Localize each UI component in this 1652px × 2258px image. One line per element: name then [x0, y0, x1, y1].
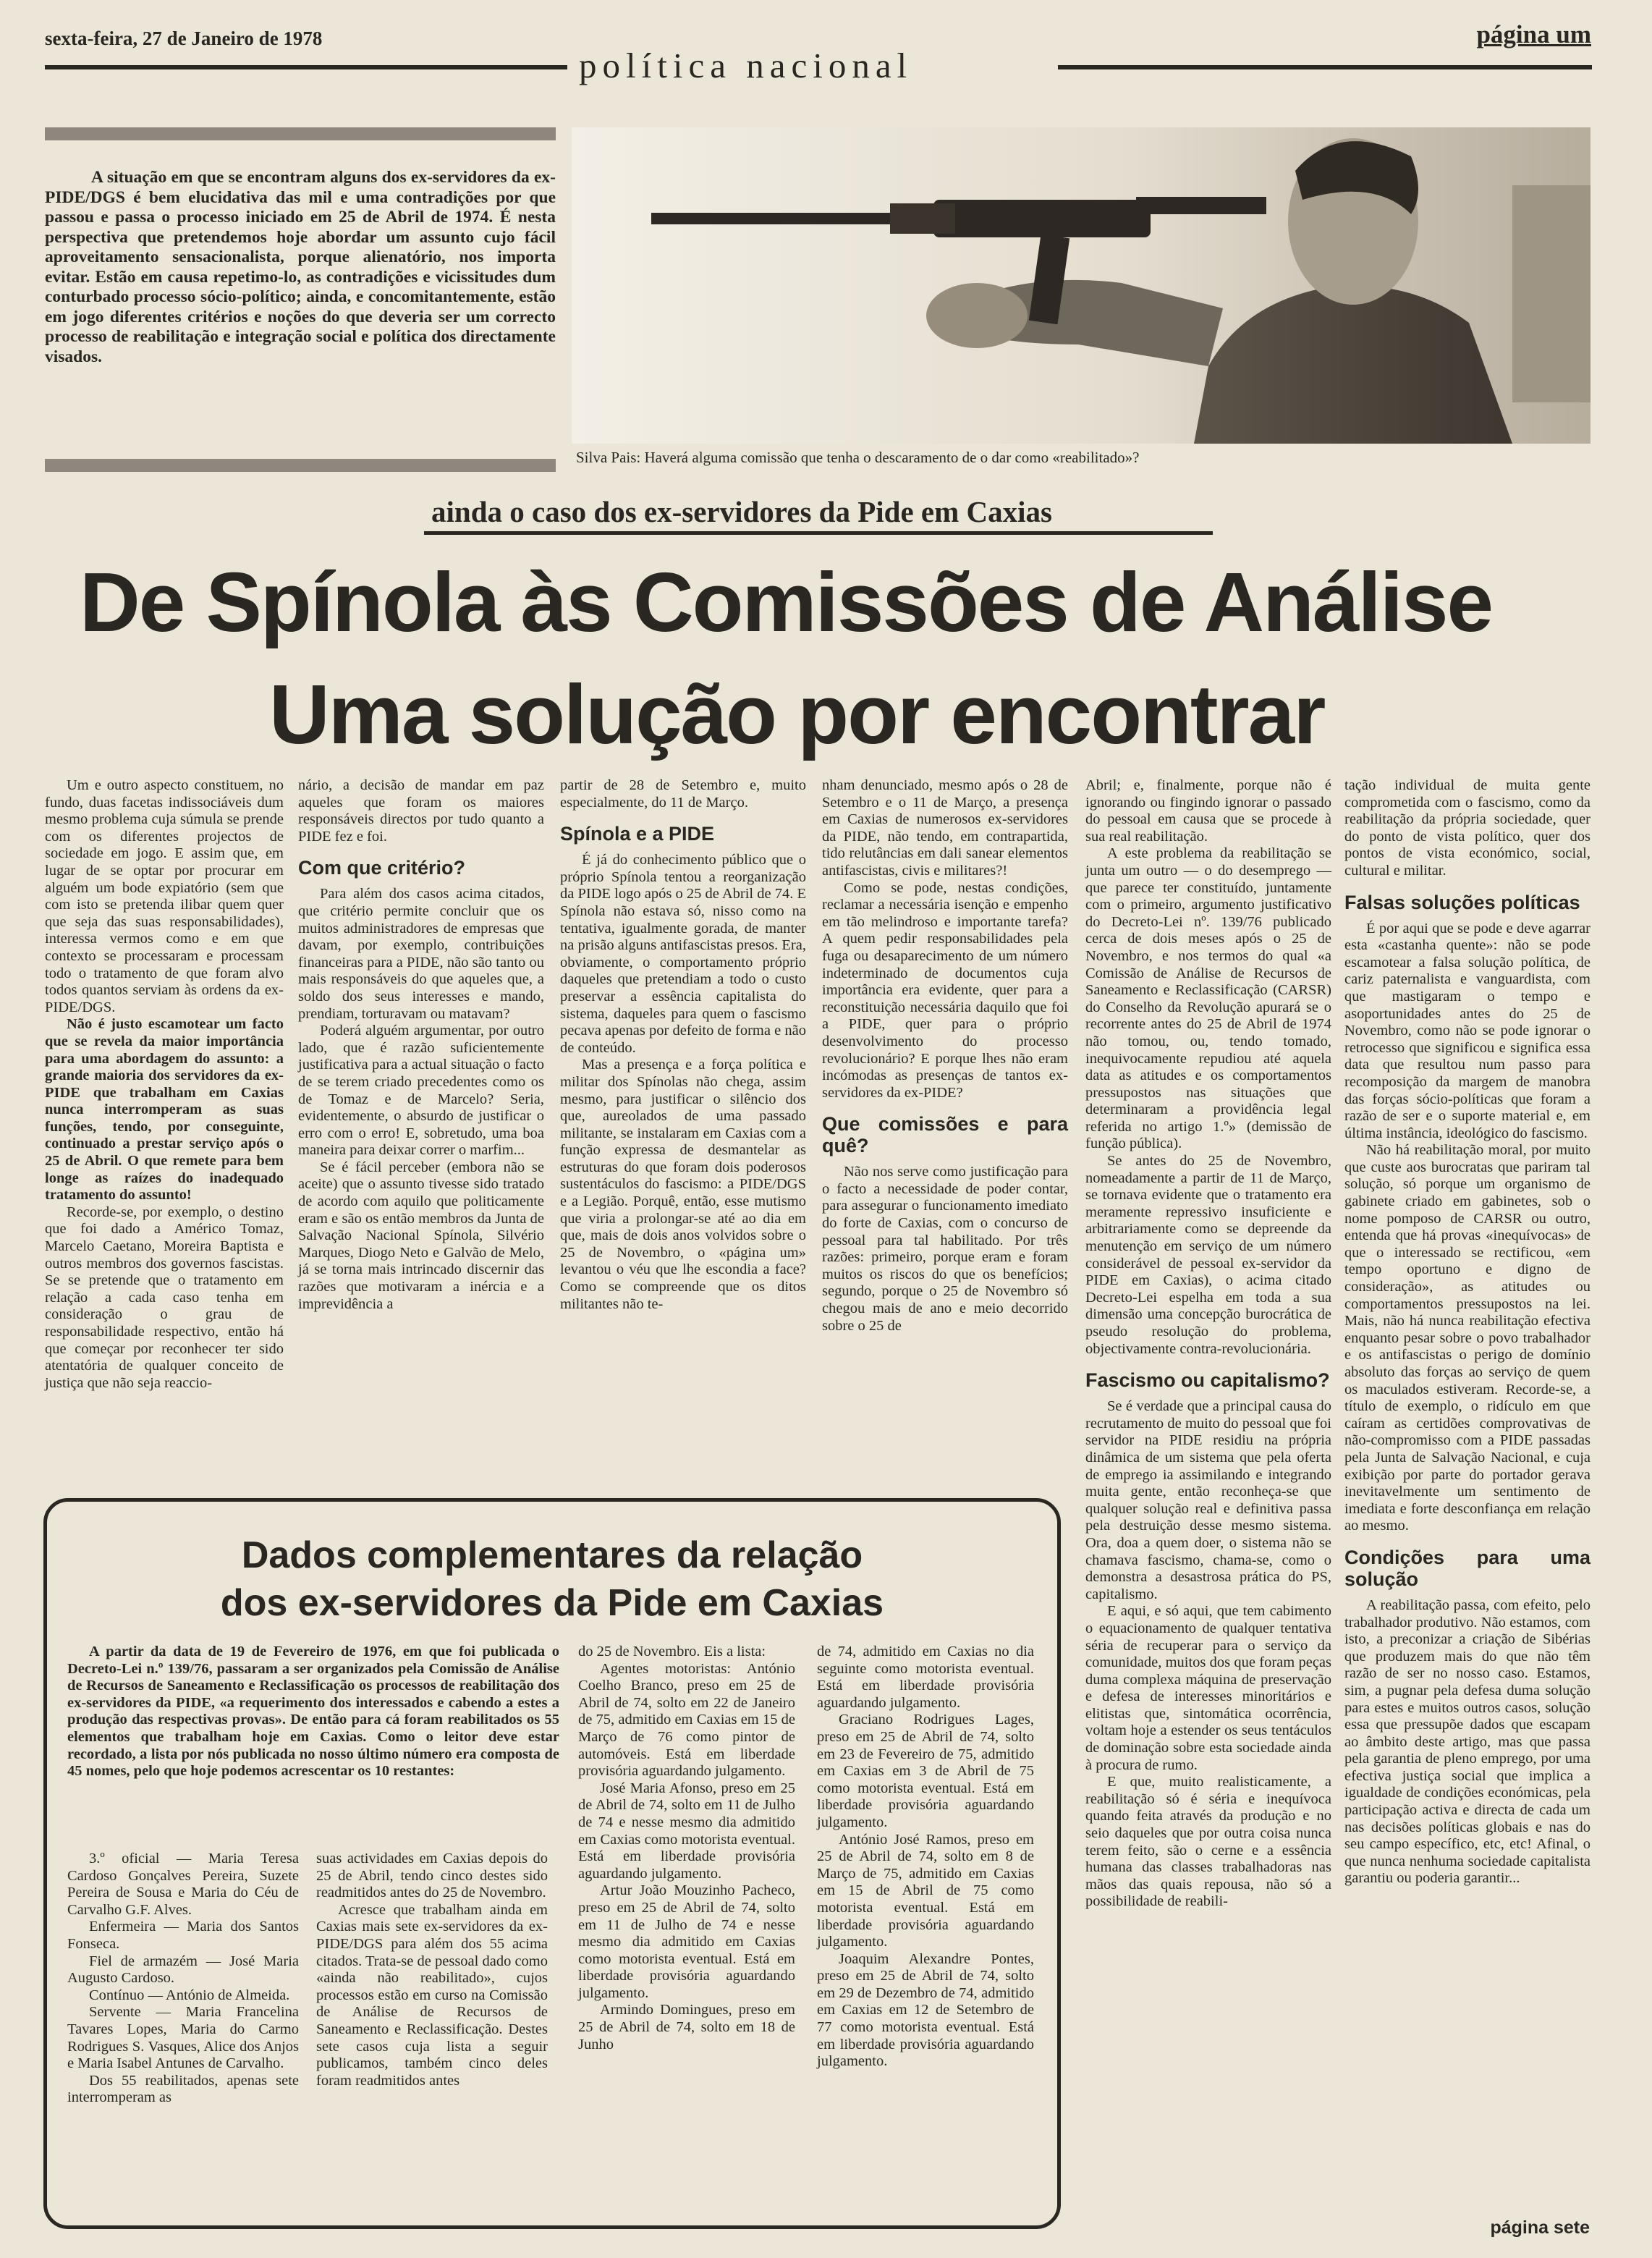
- box-column-2: [316, 1851, 548, 2089]
- column-5: [1085, 777, 1331, 1911]
- column-2: [298, 777, 544, 1313]
- paragraph: Se é verdade que a principal causa do recrutamento de muito do pessoal que foi servidor na PIDE residiu na própria dinâmica de um sistema que pela oferta de emprego ia assimilando e integrando muita gente, então reconheça-se que qualquer solução real e definitiva passa pela destruição desse mesmo sistema. Ora, doa a quem doer, o sistema não se chamava fascismo, chama-se, como o demonstra a desastrosa prática do PS, capitalismo.: [1085, 1398, 1331, 1602]
- paragraph: nham denunciado, mesmo após o 28 de Setembro e o 11 de Março, a presença em Caxias de numerosos ex-servidores da PIDE, não tendo, em contrapartida, tido relutâncias em dali sanear elementos antifascistas, civis e militares?!: [822, 777, 1068, 879]
- box-title-2: dos ex-servidores da Pide em Caxias: [220, 1582, 884, 1624]
- header-rule-right: [1058, 65, 1592, 69]
- photo-caption: Silva Pais: Haverá alguma comissão que tenha o descaramento de o dar como «reabilitado»?: [576, 449, 1140, 466]
- paragraph: Não nos serve como justificação para o facto a necessidade de poder contar, para assegurar o funcionamento imediato do forte de Caxias, com o concurso de pessoal para tal habilitado. Por três razões: primeiro, porque eram e foram muitos os riscos do que os benefícios; segundo, porque o 25 de Novembro só chegou mais de ano e meio decorrido sobre o 25 de: [822, 1164, 1068, 1334]
- paragraph: Mas a presença e a força política e militar dos Spínolas não chega, assim mesmo, para justificar o silêncio dos que, aureolados de uma passado militante, se instalaram em Caxias com a função expressa de desmantelar as estruturas do que foram dois poderosos sustentáculos do fascismo: a PIDE/DGS e a Legião. Porquê, então, esse mutismo que viria a prolongar-se até ao dia em que, mais de dois anos volvidos sobre o 25 de Novembro, o «página um» levantou o véu que lhe escondia a face? Como se compreende que os ditos militantes não te-: [560, 1057, 806, 1312]
- column-6: [1344, 777, 1590, 1887]
- box-title-1: Dados complementares da relação: [241, 1534, 863, 1576]
- paragraph: Armindo Domingues, preso em 25 de Abril de 74, solto em 18 de Junho: [578, 2002, 795, 2052]
- subhead: Falsas soluções políticas: [1344, 891, 1580, 913]
- paragraph: nário, a decisão de mandar em paz aqueles que foram os maiores responsáveis directos por tudo quanto a PIDE fez e foi.: [298, 777, 544, 845]
- subhead: Spínola e a PIDE: [560, 823, 715, 845]
- paragraph: Para além dos casos acima citados, que critério permite concluir que os muitos administradores de empresas que davam, por exemplo, contribuições financeiras para a PIDE, não são tanto ou mais responsáveis do que aqueles que, a soldo dos seus interesses e mando, prendiam, torturavam ou matavam?: [298, 886, 544, 1022]
- paragraph: Um e outro aspecto constituem, no fundo, duas facetas indissociáveis dum mesmo problema cuja súmula se prende com os diferentes projectos de sociedade em jogo. E assim que, em lugar de se optar por procurar em alguém um bode expiatório (sem que com isto se pretenda ilibar quem quer que seja das suas responsabilidades), interessa vermos como e em que contexto se processaram e processam todo o tratamento de que foram alvo todos quantos serviam às ordens da ex-PIDE/DGS.: [45, 777, 284, 1015]
- gun-body: [933, 200, 1151, 237]
- intro-rule-bottom: [45, 459, 556, 472]
- kicker: ainda o caso dos ex-servidores da Pide em Caxias: [431, 495, 1052, 528]
- paragraph: Fiel de armazém — José Maria Augusto Cardoso.: [67, 1953, 299, 1987]
- subhead: Fascismo ou capitalismo?: [1085, 1369, 1330, 1392]
- paragraph: E aqui, e só aqui, que tem cabimento o equacionamento de qualquer tentativa séria de recuperar para o serviço da comunidade, muitos dos que foram peças duma complexa máquina de preservação e defesa de interesses minoritários e elitistas que, sintomática ocorrência, voltam hoje a estender os seus tentáculos de dominação sobre esta sociedade ainda à procura de rumo.: [1085, 1603, 1331, 1773]
- subhead: Com que critério?: [298, 857, 466, 879]
- paragraph: Agentes motoristas: António Coelho Branco, preso em 25 de Abril de 74, solto em 22 de Janeiro de 75, admitido em Caxias em 15 de Março de 76 como pintor de automóveis. Está em liberdade provisória aguardando julgamento.: [578, 1660, 795, 1780]
- hand-shape: [926, 283, 1028, 348]
- column-1: [45, 777, 284, 1392]
- issue-date: sexta-feira, 27 de Janeiro de 1978: [45, 28, 323, 49]
- subhead: Que comissões e para quê?: [822, 1113, 1068, 1157]
- paragraph: Enfermeira — Maria dos Santos Fonseca.: [67, 1919, 299, 1952]
- background-figure: [1512, 185, 1590, 402]
- intro-rule-top: [45, 127, 556, 140]
- paragraph: partir de 28 de Setembro e, muito especialmente, do 11 de Março.: [560, 777, 806, 811]
- paragraph: É por aqui que se pode e deve agarrar esta «castanha quente»: não se pode escamotear a falsa solução política, de cariz paternalista e vanguardista, com que mastigaram o tempo e asoportunidades antes do 25 de Novembro, como não se pode ignorar o retrocesso que significou e significa essa data que resultou num passo para recomposição da margem de manobra das forças sócio-políticas que foram a razão de ser e o suporte material e, em última instância, ideológico do fascismo.: [1344, 920, 1590, 1141]
- paragraph: A reabilitação passa, com efeito, pelo trabalhador produtivo. Não estamos, com isto, a preconizar a criação de Sibérias que produzem mais do que não têm razão de ser no nosso caso. Estamos, sim, a pugnar pela defesa duma solução para estes e muitos outros casos, solução essa que pressupõe dados que escapam ao âmbito deste artigo, mas que passa pela garantia de pleno emprego, por uma efectiva justiça social que implica a igualdade de condições económicas, pela participação activa e directa de cada um nas decisões políticas globais e nas do seu campo específico, etc, etc! Afinal, o que nunca nenhuma sociedade capitalista garantiu ou poderia garantir...: [1344, 1597, 1590, 1887]
- paragraph: 3.º oficial — Maria Teresa Cardoso Gonçalves Pereira, Suzete Pereira de Sousa e Maria do Céu de Carvalho G.F. Alves.: [67, 1851, 299, 1918]
- paragraph: Se antes do 25 de Novembro, nomeadamente a partir de 11 de Março, se tornava evidente que o tratamento era meramente repressivo insuficiente e arbitrariamente como se depreende da menutenção em serviço de um número considerável de pessoal ex-servidor da PIDE em Caxias), o acima citado Decreto-Lei espelha em toda a sua dimensão uma concepção burocrática de pseudo resolução do problema, objectivamente contra-revolucionária.: [1085, 1153, 1331, 1357]
- paragraph: Recorde-se, por exemplo, o destino que foi dado a Américo Tomaz, Marcelo Caetano, Moreira Baptista e outros membros dos governos fascistas. Se se pretende que o tratamento em relação a cada caso tenha em consideração o grau de responsabilidade respectivo, então há que começar por reconhecer ter sido atentatória de qualquer conceito de justiça que não seja reaccio-: [45, 1204, 284, 1391]
- gun-stock: [1136, 197, 1266, 214]
- paragraph: Abril; e, finalmente, porque não é ignorando ou fingindo ignorar o passado do pessoal em causa que se procede à sua real reabilitação.: [1085, 777, 1331, 845]
- subhead: Condições para uma solução: [1344, 1546, 1590, 1590]
- paragraph: E que, muito realisticamente, a reabilitação só é séria e inequívoca quando feita através da produção e no seio daqueles que por outra coisa nunca terem feito, são o cerne e a essência humana das classes trabalhadoras nas mãos das quais repousa, não só a possibilidade de reabili-: [1085, 1774, 1331, 1910]
- headline-line-2: Uma solução por encontrar: [269, 667, 1325, 761]
- intro-paragraph: A situação em que se encontram alguns dos ex-servidores da ex-PIDE/DGS é bem elucidativa das mil e uma contradições por que passou e passa o processo iniciado em 25 de Abril de 1974. É nesta perspectiva que pretendemos hoje abordar um assunto cujo fácil aproveitamento sensacionalista, porque alienatório, nos importa evitar. Estão em causa repetimo-lo, as contradições e vicissitudes dum conturbado processo sócio-político; ainda, e concomitantemente, estão em jogo diferentes critérios e noções do que deveria ser um correcto processo de reabilitação e integração social e política dos directamente visados.: [45, 168, 556, 366]
- sidebar-box: [43, 1498, 1061, 2229]
- paragraph: Como se pode, nestas condições, reclamar a necessária isenção e empenho em tão melindroso e importante tarefa? A quem pedir responsabilidades pela fuga ou desaparecimento de um número indeterminado de documentos cuja importância era evidente, quer para a reconstituição necessária daquilo que foi a PIDE, quer para o próprio desenvolvimento do processo revolucionário? E porque lhes não eram incómodas as presenças de tantos ex-servidores da ex-PIDE?: [822, 879, 1068, 1101]
- paragraph: Contínuo — António de Almeida.: [89, 1987, 290, 2003]
- paragraph: Se é fácil perceber (embora não se aceite) que o assunto tivesse sido tratado de acordo com aquilo que politicamente eram e são os então membros da Junta de Salvação Nacional Spínola, Silvério Marques, Diogo Neto e Galvão de Melo, já se torna mais intrincado discernir das razões que motivaram a inércia e a imprevidência a: [298, 1159, 544, 1312]
- column-4: [822, 777, 1068, 1335]
- paragraph: Poderá alguém argumentar, por outro lado, que é razão suficientemente justificativa para a actual situação o facto de se terem criado precedentes como os de Tomaz e de Marcelo? Seria, evidentemente, o absurdo de justificar o erro com o erro! E, sobretudo, uma boa maneira para deixar correr o marfim...: [298, 1023, 544, 1159]
- headline-line-1: De Spínola às Comissões de Análise: [80, 555, 1492, 649]
- paragraph: Dos 55 reabilitados, apenas sete interromperam as: [67, 2072, 299, 2106]
- paragraph: Servente — Maria Francelina Tavares Lopes, Maria do Carmo Rodrigues S. Vasques, Alice dos Anjos e Maria Isabel Antunes de Carvalho.: [67, 2004, 299, 2072]
- box-column-1: [67, 1851, 299, 2107]
- paragraph: A este problema da reabilitação se junta um outro — o do desemprego — que parece ter constituído, juntamente com o primeiro, argumento justificativo do Decreto-Lei nº. 139/76 publicado cerca de dois meses após o 25 de Novembro, e nos termos do qual «a Comissão de Análise de Recursos de Saneamento e Reclassificação (CARSR) do Conselho da Revolução apurará se o recorrente antes do 25 de Abril de 1974 não tomou, ou, tendo tomado, inequivocamente repudiou até aquela data as atitudes e os comportamentos pressupostos nas situações que determinaram a providência legal referida no artigo 1.º» (demissão de função pública).: [1085, 845, 1331, 1152]
- paragraph: de 74, admitido em Caxias no dia seguinte como motorista eventual. Está em liberdade provisória aguardando julgamento.: [817, 1644, 1034, 1711]
- paragraph: Acresce que trabalham ainda em Caxias mais sete ex-servidores da ex-PIDE/DGS para além dos 55 acima citados. Trata-se de pessoal dado como «ainda não reabilitado», cujos processos estão em curso na Comissão de Análise de Recursos de Saneamento e Reclassificação. Destes sete casos cuja lista a seguir publicamos, também cinco deles foram readmitidos antes: [316, 1901, 548, 2089]
- jacket-shape: [1194, 286, 1512, 444]
- paragraph: António José Ramos, preso em 25 de Abril de 74, solto em 8 de Março de 75, admitido em Caxias em 15 de Abril de 75 como motorista eventual. Está em liberdade provisória aguardando julgamento.: [817, 1831, 1034, 1950]
- paragraph: É já do conhecimento público que o próprio Spínola tentou a reorganização da PIDE logo após o 25 de Abril de 74. E Spínola não estava só, nisso como na tentativa, igualmente gorada, de manter na prisão alguns antifascistas presos. Era, obviamente, o comportamento próprio daqueles que pretendiam a todo o custo preservar a essência capitalista do sistema, daqueles para quem o fascismo pecava apenas por defeito de forma e não de conteúdo.: [560, 852, 806, 1056]
- gun-sleeve: [890, 203, 955, 234]
- paragraph: do 25 de Novembro. Eis a lista:: [578, 1644, 766, 1659]
- paragraph: Graciano Rodrigues Lages, preso em 25 de Abril de 74, solto em 23 de Fevereiro de 75, admitido em Caxias em 3 de Abril de 75 como motorista eventual. Está em liberdade provisória aguardando julgamento.: [817, 1712, 1034, 1830]
- paragraph: tação individual de muita gente comprometida com o fascismo, como da reabilitação da própria sociedade, quer do ponto de vista político, quer dos pontos de vista económico, social, cultural e militar.: [1344, 777, 1590, 879]
- paragraph: A partir da data de 19 de Fevereiro de 1976, em que foi publicada o Decreto-Lei n.º 139/76, passaram a ser organizados pela Comissão de Análise de Recursos de Saneamento e Reclassificação os processos de reabilitação dos ex-servidores da PIDE, «a requerimento dos interessados e cabendo a estes a produção das respectivas provas». De então para cá foram reabilitados os 55 elementos que trabalham hoje em Caxias. Como o leitor deve estar recordado, a lista por nós publicada no nosso último número era composta de 45 nomes, pelo que hoje podemos acrescentar os 10 restantes:: [67, 1644, 559, 1780]
- box-column-4: [817, 1644, 1034, 2071]
- photo-illustration: [572, 127, 1590, 444]
- header-rule-left: [45, 65, 567, 69]
- box-column-3: [578, 1644, 795, 2053]
- paragraph: Artur João Mouzinho Pacheco, preso em 25 de Abril de 74, solto em 11 de Julho de 74 e nesse mesmo dia admitido em Caxias como motorista eventual. Está em liberdade provisória aguardando julgamento.: [578, 1882, 795, 2001]
- kicker-rule: [424, 531, 1213, 535]
- box-lead: [67, 1644, 559, 1780]
- page-footer: página sete: [1490, 2217, 1590, 2238]
- paragraph: Joaquim Alexandre Pontes, preso em 25 de Abril de 74, solto em 29 de Dezembro de 74, admitido em Caxias em 12 de Setembro de 77 como motorista eventual. Está em liberdade provisória aguardando julgamento.: [817, 1950, 1034, 2070]
- paragraph: Não há reabilitação moral, por muito que custe aos burocratas que pariram tal solução, só porque um organismo de gabinete criado em gabinetes, sob o nome pomposo de CARSR ou outro, entenda que há provas «inequívocas» de que o interessado se rectificou, «em tempo oportuno e digno de consideração», as atitudes ou comportamentos pressupostos na lei. Mais, não há nunca reabilitação efectiva enquanto pesar sobre o povo trabalhador e os antifascistas o perigo de domínio absoluto das forças ao serviço de quem os maculados estiveram. Recorde-se, a título de exemplo, o ridículo em que caíram as certidões comprovativas de não-compromisso com a PIDE passadas pela Junta de Salvação Nacional, e cuja exibição por parte do portador gerava inevitavelmente um sentimento de imediata e forte desconfiança em relação ao mesmo.: [1344, 1142, 1590, 1534]
- masthead-logo: página um: [1476, 20, 1591, 48]
- section-title: política nacional: [579, 46, 913, 85]
- column-3: [560, 777, 806, 1313]
- photo-silva-pais: [572, 127, 1590, 444]
- paragraph: suas actividades em Caxias depois do 25 de Abril, tendo cinco destes sido readmitidos antes do 25 de Novembro.: [316, 1851, 548, 1901]
- paragraph: Não é justo escamotear um facto que se revela da maior importância para uma abordagem do assunto: a grande maioria dos servidores da ex-PIDE que trabalham em Caxias nunca interromperam as suas funções, tendo, por conseguinte, continuado a prestar serviço após o 25 de Abril. O que remete para bem longe as raízes do inadequado tratamento do assunto!: [45, 1016, 284, 1204]
- paragraph: José Maria Afonso, preso em 25 de Abril de 74, solto em 11 de Julho de 74 e nesse mesmo dia admitido em Caxias como motorista eventual. Está em liberdade provisória aguardando julgamento.: [578, 1780, 795, 1882]
